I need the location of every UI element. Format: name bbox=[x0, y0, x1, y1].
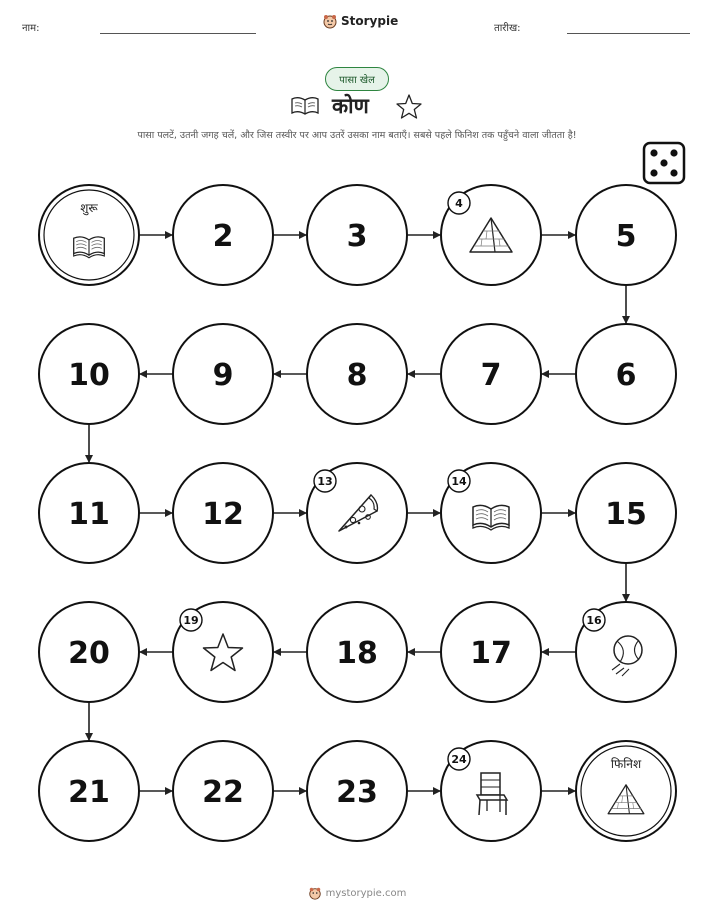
book-icon bbox=[74, 237, 105, 258]
space-number: 10 bbox=[68, 358, 110, 393]
space-number: 3 bbox=[346, 219, 368, 254]
space-number: 18 bbox=[336, 636, 378, 671]
book-icon bbox=[473, 505, 509, 530]
space-number: 14 bbox=[451, 475, 467, 488]
page-title: कोण bbox=[332, 94, 369, 118]
space-number: 20 bbox=[68, 636, 110, 671]
space-number: 4 bbox=[455, 197, 463, 210]
footer bbox=[0, 886, 714, 900]
board-space-10 bbox=[39, 324, 139, 424]
space-number: 15 bbox=[605, 497, 647, 532]
space-number: 17 bbox=[470, 636, 512, 671]
board-space-19 bbox=[173, 602, 273, 702]
instructions: पासा पलटें, उतनी जगह चलें, और जिस तस्वीर पर आप उतरें उसका नाम बताएँ। सबसे पहले फिनिश तक पहुँचने वाला जीतता है! bbox=[137, 130, 577, 141]
name-label: नाम: bbox=[22, 23, 40, 34]
board-space-11 bbox=[39, 463, 139, 563]
storypie-logo-icon bbox=[308, 886, 322, 900]
space-number: 19 bbox=[183, 614, 199, 627]
board-space-25 bbox=[576, 741, 676, 841]
space-number: 22 bbox=[202, 775, 244, 810]
footer-site: mystorypie.com bbox=[325, 887, 407, 899]
date-label: तारीख: bbox=[494, 23, 521, 34]
finish-label: फिनिश bbox=[610, 757, 642, 771]
space-number: 13 bbox=[317, 475, 333, 488]
board-space-4 bbox=[441, 185, 541, 285]
board-space-5 bbox=[576, 185, 676, 285]
board-space-17 bbox=[441, 602, 541, 702]
board-space-15 bbox=[576, 463, 676, 563]
board-space-18 bbox=[307, 602, 407, 702]
board-space-24 bbox=[441, 741, 541, 841]
board-space-1 bbox=[39, 185, 139, 285]
board-space-16 bbox=[576, 602, 676, 702]
space-number: 7 bbox=[480, 358, 502, 393]
board-space-20 bbox=[39, 602, 139, 702]
start-label: शुरू bbox=[80, 201, 98, 215]
board-space-3 bbox=[307, 185, 407, 285]
space-number: 5 bbox=[615, 219, 637, 254]
space-number: 12 bbox=[202, 497, 244, 532]
space-number: 21 bbox=[68, 775, 110, 810]
space-number: 23 bbox=[336, 775, 378, 810]
space-number: 6 bbox=[615, 358, 637, 393]
space-number: 11 bbox=[68, 497, 110, 532]
board-space-2 bbox=[173, 185, 273, 285]
space-number: 9 bbox=[212, 358, 234, 393]
board-space-6 bbox=[576, 324, 676, 424]
board-space-7 bbox=[441, 324, 541, 424]
space-number: 2 bbox=[212, 219, 234, 254]
space-number: 24 bbox=[451, 753, 467, 766]
space-number: 8 bbox=[346, 358, 368, 393]
board-space-13 bbox=[307, 463, 407, 563]
board-space-8 bbox=[307, 324, 407, 424]
board-space-12 bbox=[173, 463, 273, 563]
board-space-14 bbox=[441, 463, 541, 563]
board-space-23 bbox=[307, 741, 407, 841]
brand-name: Storypie bbox=[341, 14, 399, 28]
space-number: 16 bbox=[586, 614, 602, 627]
board-space-22 bbox=[173, 741, 273, 841]
board-space-21 bbox=[39, 741, 139, 841]
board-space-9 bbox=[173, 324, 273, 424]
game-tag: पासा खेल bbox=[325, 67, 389, 91]
